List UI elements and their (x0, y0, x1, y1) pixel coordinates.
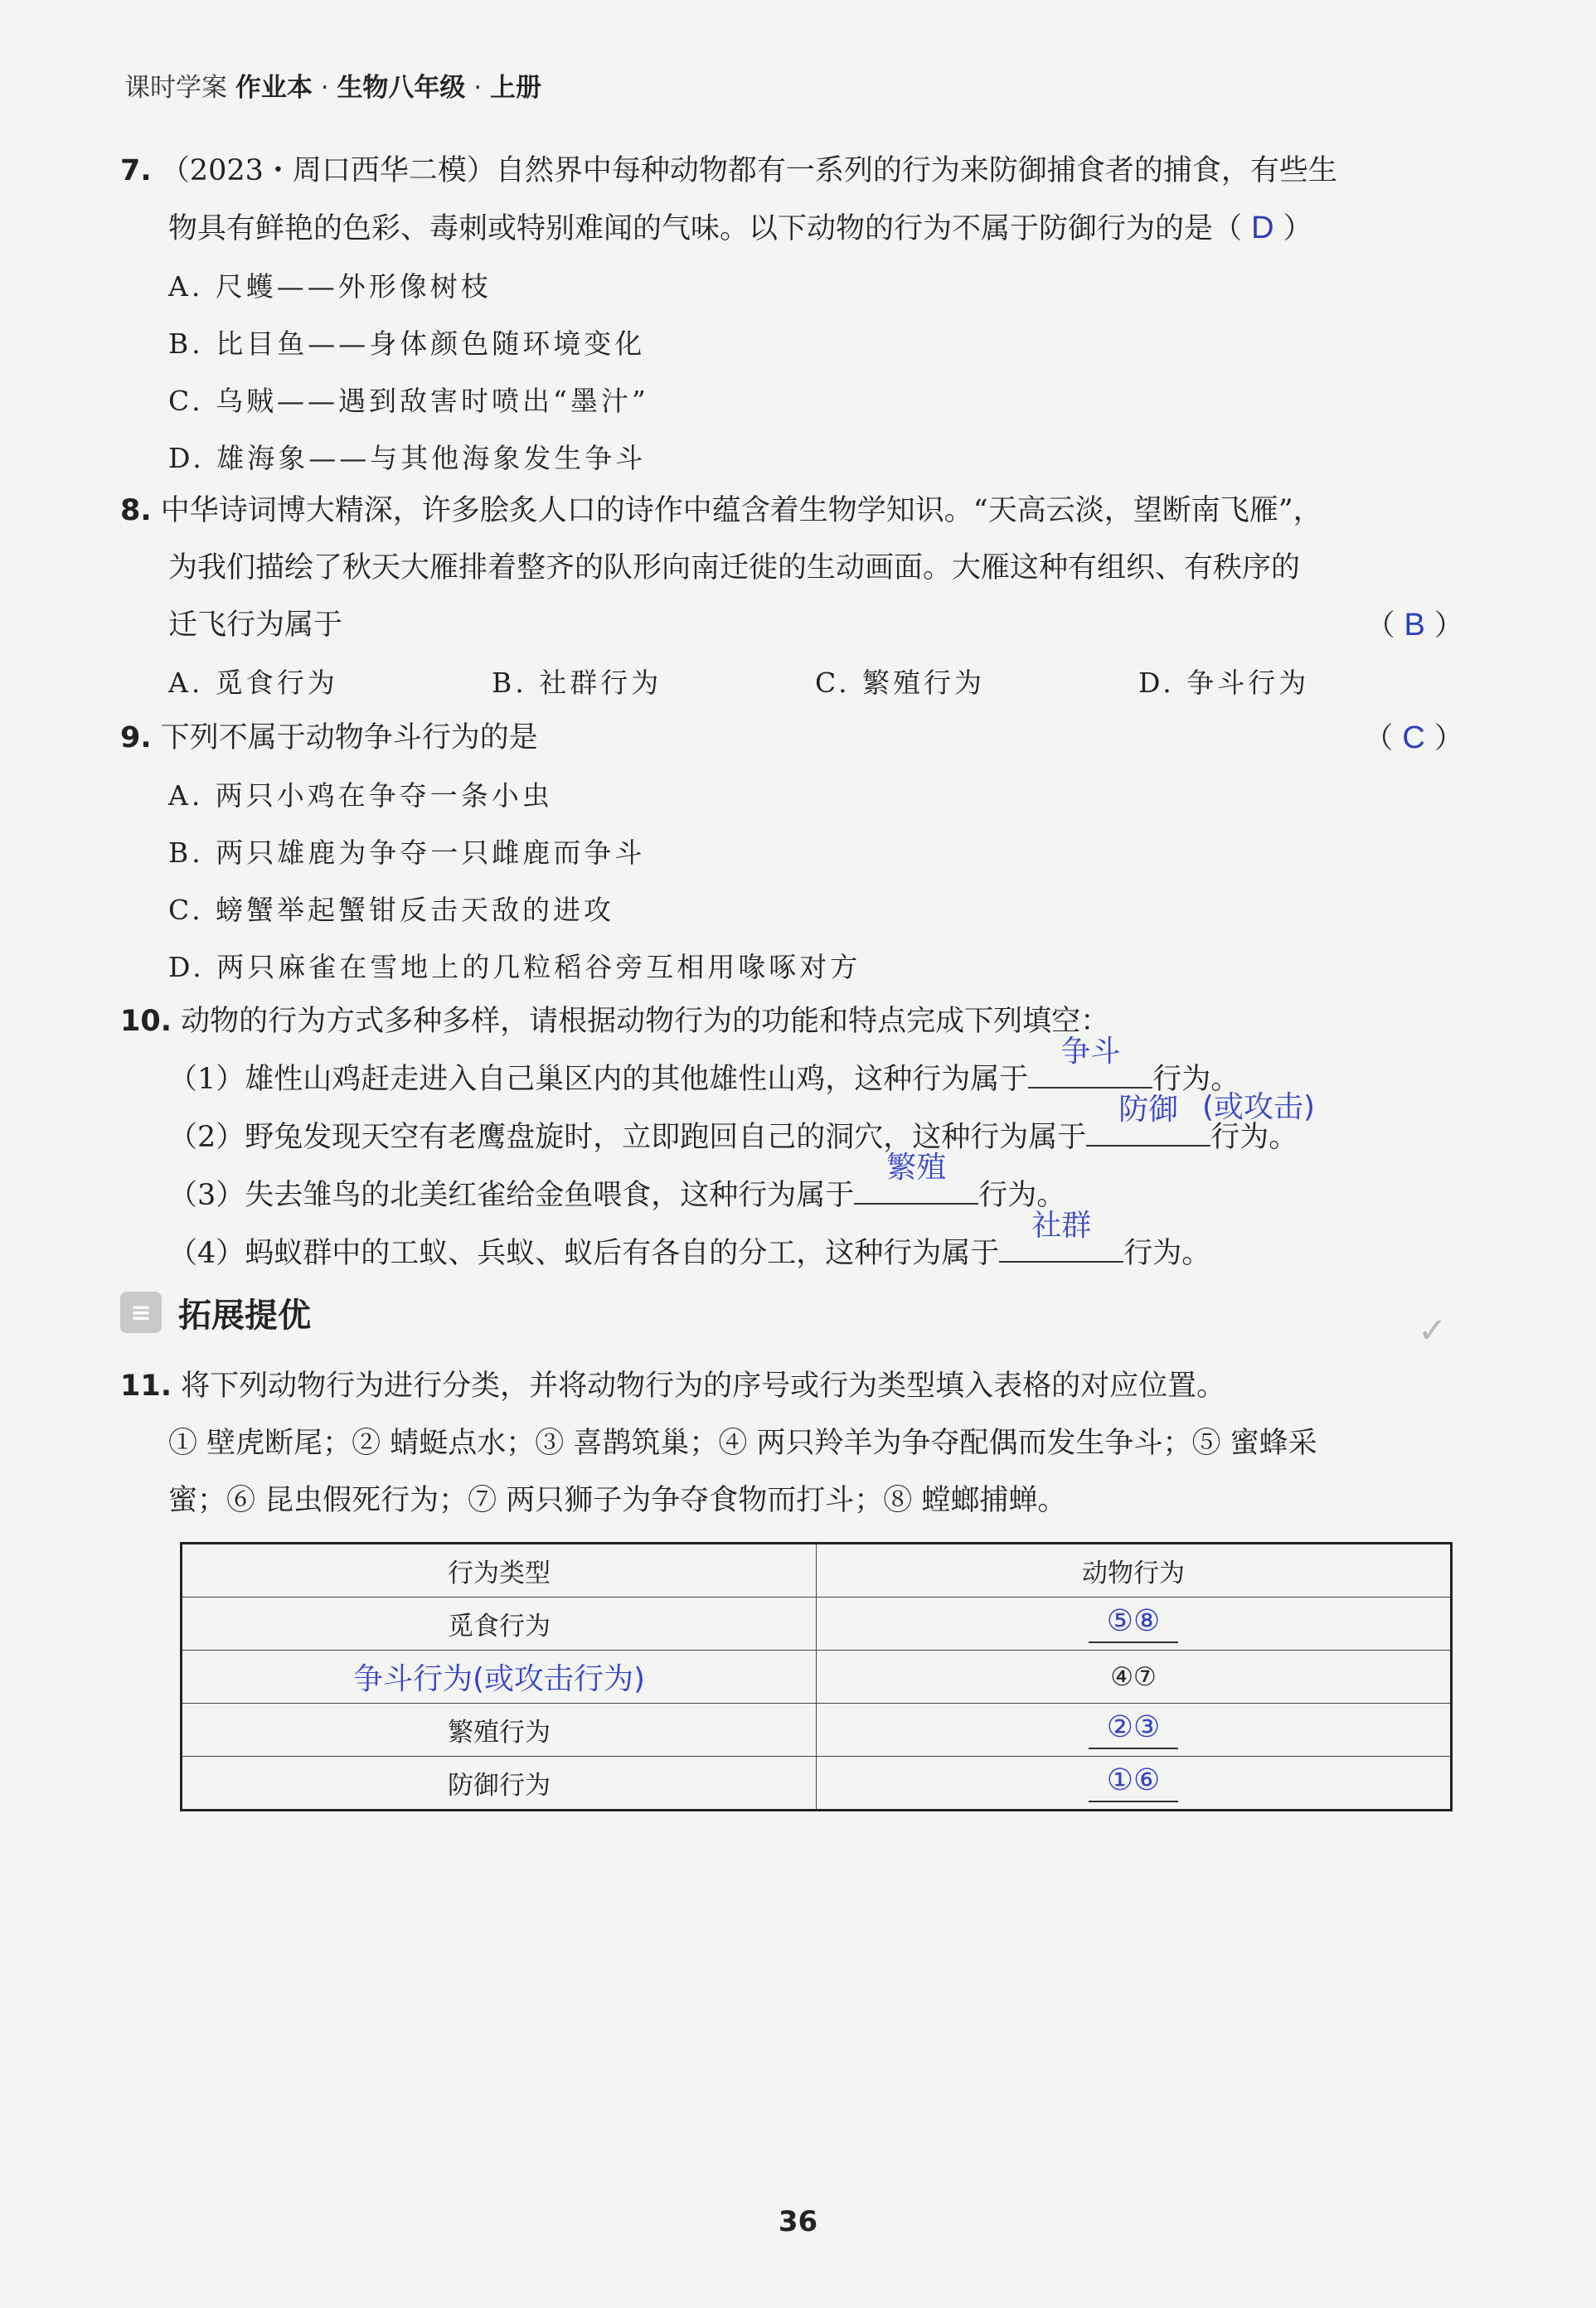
fill-answer-3: 繁殖 (886, 1151, 947, 1185)
header-type: 行为类型 (182, 1544, 817, 1598)
section-heading: ≡ 拓展提优 (120, 1283, 311, 1341)
question-11: 11. 将下列动物行为进行分类，并将动物行为的序号或行为类型填入表格的对应位置。 ① 壁虎断尾；② 蜻蜓点水；③ 喜鹊筑巢；④ 两只羚羊为争夺配偶而发生争斗；⑤ 蜜蜂采 蜜；⑥ 昆虫假死行为；⑦ 两只狮子为争夺食物而打斗；⑧ 螳螂捕蝉。 (120, 1370, 1317, 1517)
answer-8: B (1404, 608, 1425, 642)
table-row: 争斗行为(或攻击行为) ④⑦ (182, 1651, 1452, 1704)
behavior-table (180, 1542, 1453, 1811)
series-title: 课时学案 (124, 73, 227, 103)
question-10: 10. 动物的行为方式多种多样，请根据动物行为的功能和特点完成下列填空： （1）雄性山鸡赶走进入自己巢区内的其他雄性山鸡，这种行为属于 争斗 行为。 （2）野兔发现天空有老鹰盘旋时，立即跑回自己的洞穴，这种行为属于 防御 行为。 (或攻击) （3）失去雏鸟的北美红雀给金鱼喂食，这种行为属于 繁殖 行为。 （4）蚂蚁群中的工蚁、兵蚁、蚁后有各自的分工，这种行为属于 社群 行为。 (120, 1005, 1316, 1270)
table-row: 防御行为 ①⑥ (182, 1757, 1452, 1811)
header-behavior: 动物行为 (817, 1544, 1452, 1598)
fill-note-1: (或攻击) (1202, 1090, 1316, 1124)
fill-answer-4: 社群 (1031, 1209, 1092, 1243)
page-number: 36 (778, 2205, 818, 2238)
book-icon: ≡ (120, 1292, 162, 1333)
volume-title: 上册 (490, 73, 542, 103)
answer-9: C (1402, 720, 1425, 755)
fill-answer-1: 争斗 (1060, 1035, 1121, 1069)
table-row: 繁殖行为 ②③ (182, 1704, 1452, 1757)
answer-7: D (1251, 211, 1274, 245)
checkmark-icon: ✓ (1418, 1310, 1448, 1350)
table-row: 觅食行为 ⑤⑧ (182, 1598, 1452, 1651)
question-9: 9. 下列不属于动物争斗行为的是 （ C ） A. 两只小鸡在争夺一条小虫 B. 两只雄鹿为争夺一只雌鹿而争斗 C. 螃蟹举起蟹钳反击天敌的进攻 D. 两只麻雀在雪地上的几粒稻谷旁互相用喙啄对方 (120, 720, 1463, 983)
fill-answer-2: 防御 (1118, 1093, 1179, 1127)
question-8: 8. 中华诗词博大精深，许多脍炙人口的诗作中蕴含着生物学知识。“天高云淡，望断南飞雁”， 为我们描绘了秋天大雁排着整齐的队形向南迁徙的生动画面。大雁这种有组织、有秩序的 迁飞行为属于 （ B ） A. 觅食行为 B. 社群行为 C. 繁殖行为 D. 争斗行为 (120, 494, 1463, 699)
page-header: 课时学案 作业本 · 生物八年级 · 上册 (124, 73, 542, 103)
question-7: 7. （2023・周口西华二模）自然界中每种动物都有一系列的行为来防御捕食者的捕食，有些生 物具有鲜艳的色彩、毒刺或特别难闻的气味。以下动物的行为不属于防御行为的是（ D ） A. 尺蠖——外形像树枝 B. 比目鱼——身体颜色随环境变化 C. 乌贼——遇到敌害时喷出“墨汁” D. 雄海象——与其他海象发生争斗 (120, 154, 1337, 474)
book-title: 作业本 (235, 73, 313, 103)
table-header-row (182, 1544, 1452, 1598)
subject-title: 生物八年级 (337, 73, 466, 103)
